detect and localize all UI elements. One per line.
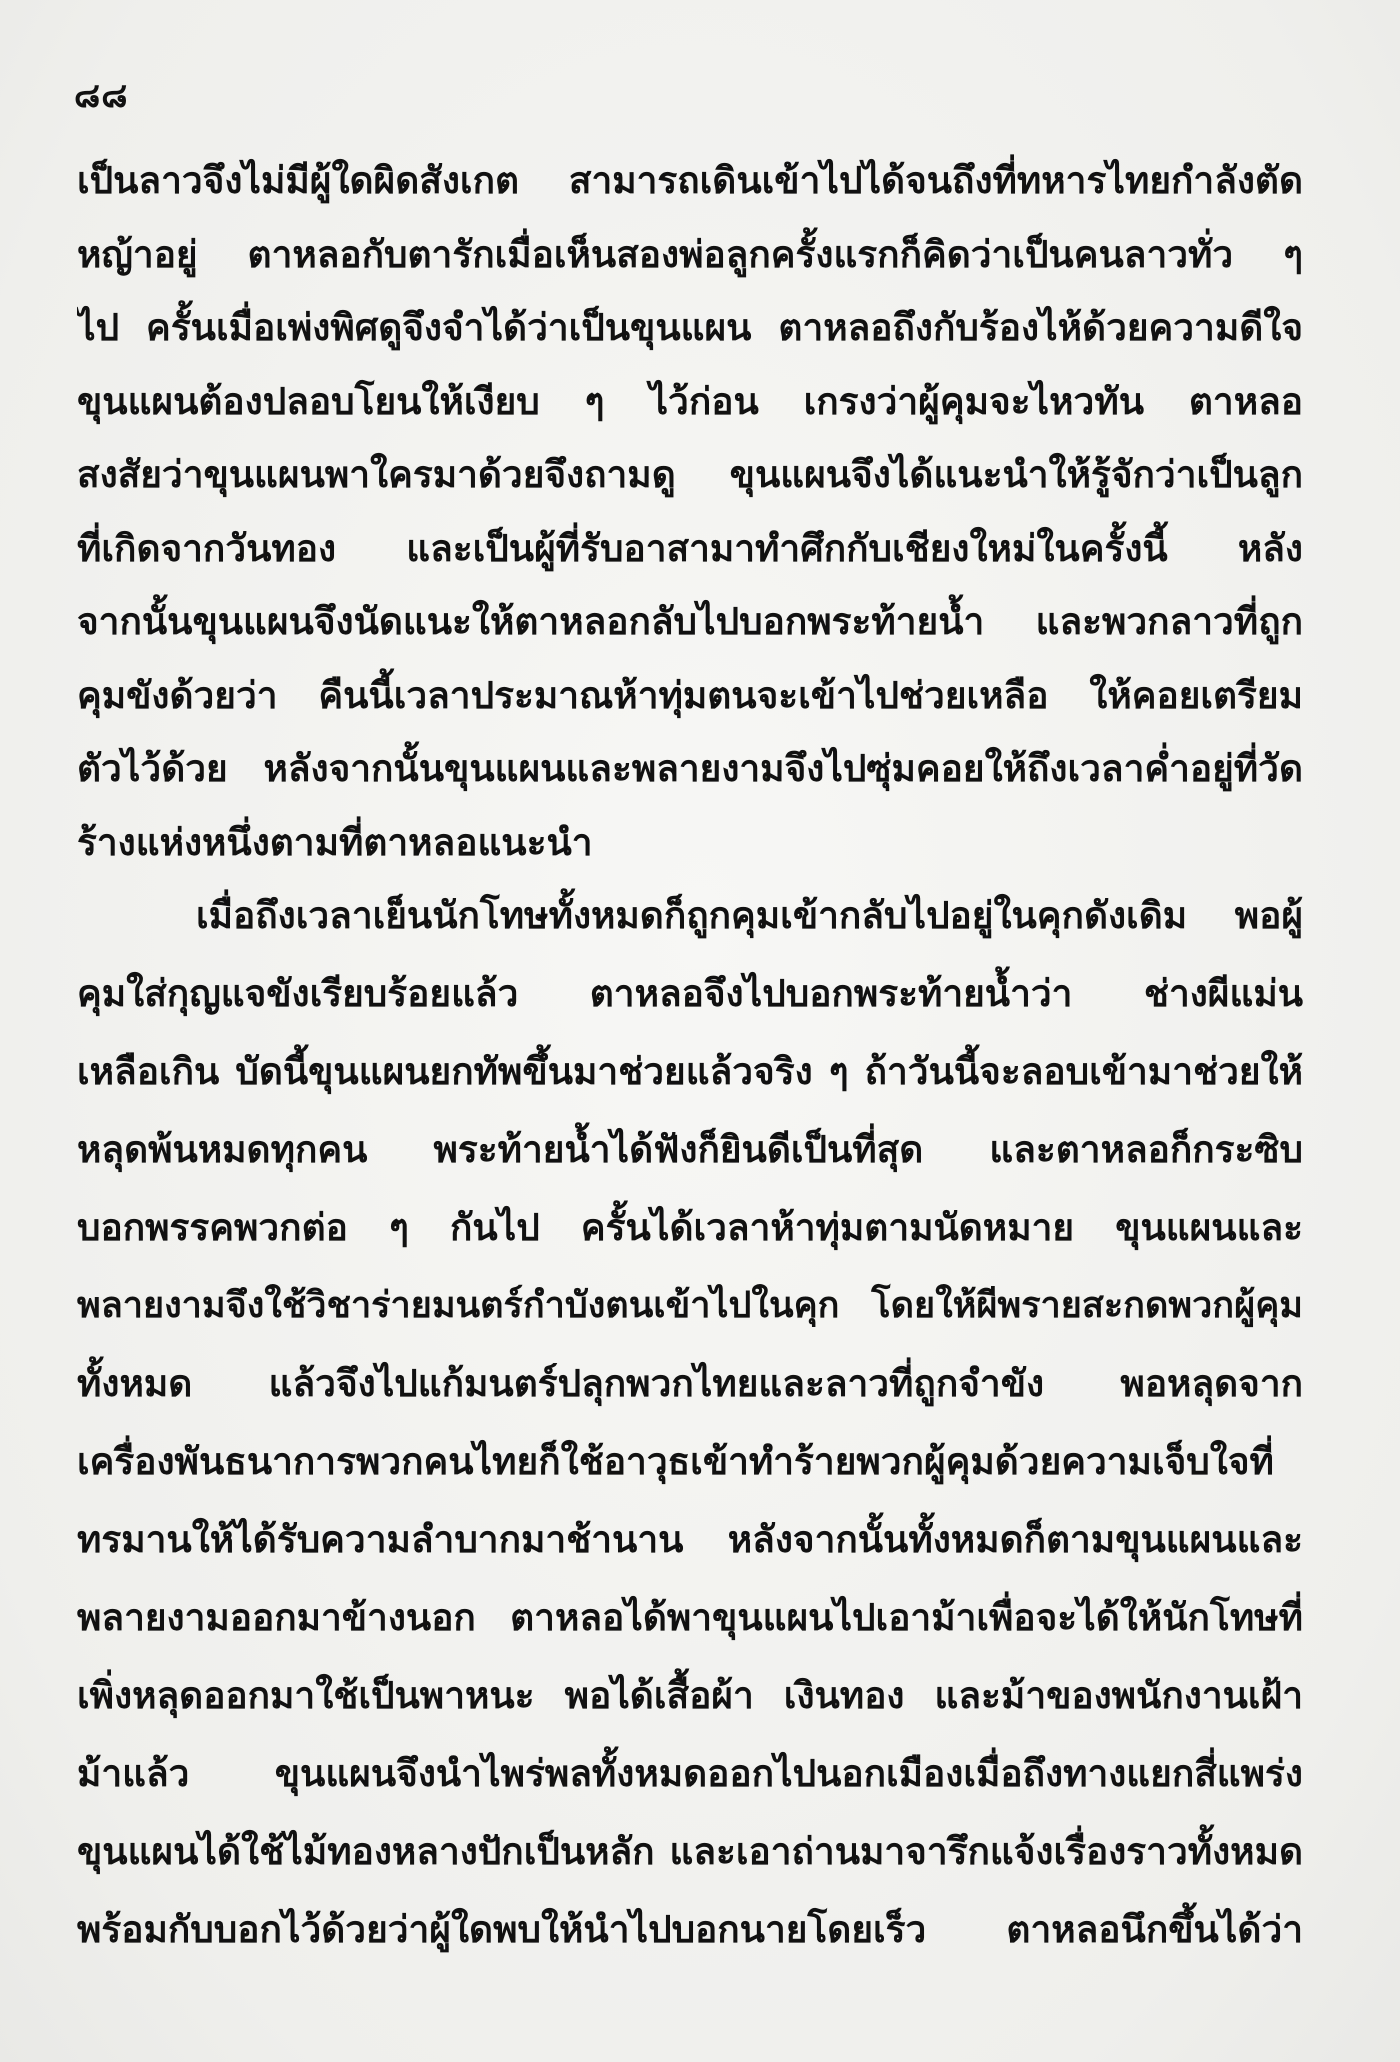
text-line: สงสัยว่าขุนแผนพาใครมาด้วยจึงถามดู ขุนแผนจึงได้แนะนำให้รู้จักว่าเป็นลูก: [77, 453, 1303, 496]
text-line: พลายงามออกมาข้างนอก ตาหลอได้พาขุนแผนไปเอาม้าเพื่อจะได้ให้นักโทษที่: [77, 1596, 1303, 1639]
page-number: ๘๘: [74, 76, 129, 116]
paragraph: [77, 877, 1303, 1969]
text-line: ที่เกิดจากวันทอง และเป็นผู้ที่รับอาสามาทำศึกกับเชียงใหม่ในครั้งนี้ หลัง: [77, 526, 1303, 570]
paragraph: [77, 144, 1303, 879]
text-line: คุมขังด้วยว่า คืนนี้เวลาประมาณห้าทุ่มตนจะเข้าไปช่วยเหลือ ให้คอยเตรียม: [77, 673, 1303, 717]
text-line: เป็นลาวจึงไม่มีผู้ใดผิดสังเกต สามารถเดินเข้าไปได้จนถึงที่ทหารไทยกำลังตัด: [77, 159, 1303, 202]
text-line: หญ้าอยู่ ตาหลอกับตารักเมื่อเห็นสองพ่อลูกครั้งแรกก็คิดว่าเป็นคนลาวทั่ว ๆ: [77, 232, 1303, 276]
text-line: เมื่อถึงเวลาเย็นนักโทษทั้งหมดก็ถูกคุมเข้ากลับไปอยู่ในคุกดังเดิม พอผู้: [196, 894, 1303, 937]
text-line: ขุนแผนต้องปลอบโยนให้เงียบ ๆ ไว้ก่อน เกรงว่าผู้คุมจะไหวทัน ตาหลอ: [77, 379, 1303, 423]
text-line: ไป ครั้นเมื่อเพ่งพิศดูจึงจำได้ว่าเป็นขุนแผน ตาหลอถึงกับร้องไห้ด้วยความดีใจ: [77, 306, 1303, 349]
text-line: ม้าแล้ว ขุนแผนจึงนำไพร่พลทั้งหมดออกไปนอกเมืองเมื่อถึงทางแยกสี่แพร่ง: [77, 1752, 1303, 1795]
text-line: พร้อมกับบอกไว้ด้วยว่าผู้ใดพบให้นำไปบอกนายโดยเร็ว ตาหลอนึกขึ้นได้ว่า: [77, 1908, 1303, 1951]
text-line: พลายงามจึงใช้วิชาร่ายมนตร์กำบังตนเข้าไปในคุก โดยให้ผีพรายสะกดพวกผู้คุม: [77, 1285, 1303, 1326]
text-line: ทั้งหมด แล้วจึงไปแก้มนตร์ปลุกพวกไทยและลาวที่ถูกจำขัง พอหลุดจาก: [77, 1362, 1303, 1405]
text-line: ขุนแผนได้ใช้ไม้ทองหลางปักเป็นหลัก และเอาถ่านมาจารึกแจ้งเรื่องราวทั้งหมด: [77, 1830, 1303, 1873]
text-line: ตัวไว้ด้วย หลังจากนั้นขุนแผนและพลายงามจึงไปซุ่มคอยให้ถึงเวลาค่ำอยู่ที่วัด: [77, 747, 1303, 790]
text-line: ทรมานให้ได้รับความลำบากมาช้านาน หลังจากนั้นทั้งหมดก็ตามขุนแผนและ: [77, 1518, 1303, 1561]
text-line: เครื่องพันธนาการพวกคนไทยก็ใช้อาวุธเข้าทำร้ายพวกผู้คุมด้วยความเจ็บใจที่: [77, 1440, 1274, 1483]
text-line: บอกพรรคพวกต่อ ๆ กันไป ครั้นได้เวลาห้าทุ่มตามนัดหมาย ขุนแผนและ: [77, 1206, 1303, 1249]
text-line: ร้างแห่งหนึ่งตามที่ตาหลอแนะนำ: [77, 820, 593, 864]
text-line: คุมใส่กุญแจขังเรียบร้อยแล้ว ตาหลอจึงไปบอกพระท้ายน้ำว่า ช่างผีแม่น: [77, 972, 1303, 1015]
text-line: หลุดพ้นหมดทุกคน พระท้ายน้ำได้ฟังก็ยินดีเป็นที่สุด และตาหลอก็กระซิบ: [77, 1128, 1303, 1171]
text-line: เหลือเกิน บัดนี้ขุนแผนยกทัพขึ้นมาช่วยแล้วจริง ๆ ถ้าวันนี้จะลอบเข้ามาช่วยให้: [77, 1050, 1303, 1093]
text-line: เพิ่งหลุดออกมาใช้เป็นพาหนะ พอได้เสื้อผ้า เงินทอง และม้าของพนักงานเฝ้า: [77, 1674, 1303, 1717]
text-line: จากนั้นขุนแผนจึงนัดแนะให้ตาหลอกลับไปบอกพระท้ายน้ำ และพวกลาวที่ถูก: [77, 600, 1303, 643]
